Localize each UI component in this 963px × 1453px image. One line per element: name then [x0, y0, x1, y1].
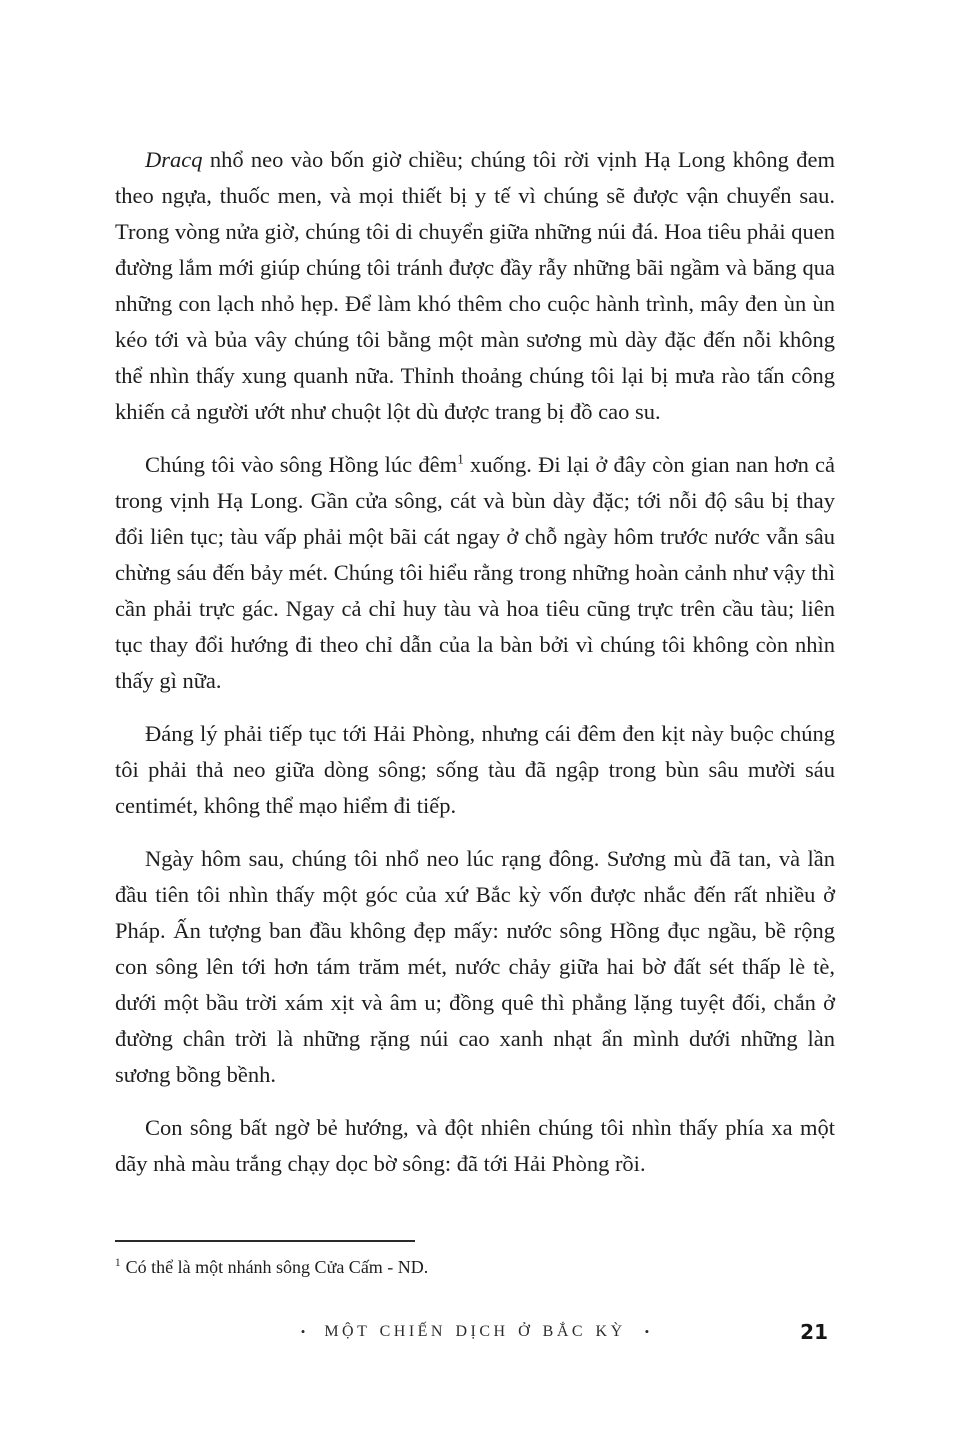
running-title: MỘT CHIẾN DỊCH Ở BẮC KỲ [324, 1323, 626, 1340]
paragraph-1-text: nhổ neo vào bốn giờ chiều; chúng tôi rời vịnh Hạ Long không đem theo ngựa, thuốc men, và mọi thiết bị y tế vì chúng sẽ được vận chuyển sau. Trong vòng nửa giờ, chúng tôi di chuyển giữa những núi đá. Hoa tiêu phải quen đường lắm mới giúp chúng tôi tránh được đầy rẫy những bãi ngầm và băng qua những con lạch nhỏ hẹp. Để làm khó thêm cho cuộc hành trình, mây đen ùn ùn kéo tới và bủa vây chúng tôi bằng một màn sương mù dày đặc đến nỗi không thể nhìn thấy xung quanh nữa. Thỉnh thoảng chúng tôi lại bị mưa rào tấn công khiến cả người ướt như chuột lột dù được trang bị đồ cao su. [115, 147, 835, 424]
footnote [115, 1255, 835, 1279]
paragraph-3 [115, 716, 835, 824]
paragraph-2-text-b: xuống. Đi lại ở đây còn gian nan hơn cả trong vịnh Hạ Long. Gần cửa sông, cát và bùn dày đặc; tới nỗi độ sâu bị thay đổi liên tục; tàu vấp phải một bãi cát ngay ở chỗ ngày hôm trước nước vẫn sâu chừng sáu đến bảy mét. Chúng tôi hiểu rằng trong những hoàn cảnh như vậy thì cần phải trực gác. Ngay cả chỉ huy tàu và hoa tiêu cũng trực trên cầu tàu; liên tục thay đổi hướng đi theo chỉ dẫn của la bàn bởi vì chúng tôi không còn nhìn thấy gì nữa. [115, 452, 835, 693]
footnote-divider [115, 1240, 415, 1242]
paragraph-3-text: Đáng lý phải tiếp tục tới Hải Phòng, nhưng cái đêm đen kịt này buộc chúng tôi phải thả neo giữa dòng sông; sống tàu đã ngập trong bùn sâu mười sáu centimét, không thể mạo hiểm đi tiếp. [115, 721, 835, 818]
paragraph-5 [115, 1110, 835, 1182]
ship-name: Dracq [145, 147, 203, 172]
footnote-reference: 1 [457, 451, 464, 467]
footnote-text: Có thể là một nhánh sông Cửa Cấm - ND. [125, 1257, 429, 1277]
paragraph-2-text-a: Chúng tôi vào sông Hồng lúc đêm [145, 452, 458, 477]
footer-bullet-left: • [300, 1324, 306, 1339]
footer-bullet-right: • [644, 1324, 650, 1339]
paragraph-4-text: Ngày hôm sau, chúng tôi nhổ neo lúc rạng đông. Sương mù đã tan, và lần đầu tiên tôi nhìn thấy một góc của xứ Bắc kỳ vốn được nhắc đến rất nhiều ở Pháp. Ấn tượng ban đầu không đẹp mấy: nước sông Hồng đục ngầu, bề rộng con sông lên tới hơn tám trăm mét, nước chảy giữa hai bờ đất sét thấp lè tè, dưới một bầu trời xám xịt và âm u; đồng quê thì phẳng lặng tuyệt đối, chắn ở đường chân trời là những rặng núi cao xanh nhạt ẩn mình dưới những làn sương bồng bềnh. [115, 846, 835, 1087]
paragraph-4 [115, 841, 835, 1093]
footnote-section [115, 1240, 835, 1279]
body-text [115, 142, 835, 1182]
paragraph-1 [115, 142, 835, 430]
page-footer [115, 1318, 835, 1346]
page-number: 21 [800, 1320, 828, 1344]
paragraph-2 [115, 447, 835, 699]
footnote-marker: 1 [115, 1257, 121, 1269]
paragraph-5-text: Con sông bất ngờ bẻ hướng, và đột nhiên chúng tôi nhìn thấy phía xa một dãy nhà màu trắng chạy dọc bờ sông: đã tới Hải Phòng rồi. [115, 1115, 835, 1176]
